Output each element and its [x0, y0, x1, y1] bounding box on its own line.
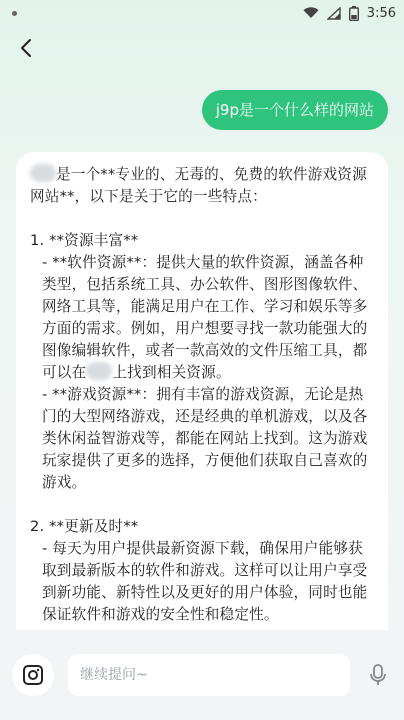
status-time: 3:56 [366, 5, 396, 21]
wifi-icon [303, 7, 319, 19]
microphone-button[interactable] [364, 654, 392, 696]
section2-body: - 每天为用户提供最新资源下载，确保用户能够获取到最新版本的软件和游戏。这样可以让用户享受到新功能、新特性以及更好的用户体验，同时也能保证软件和游戏的安全性和稳定性。 [42, 540, 368, 623]
input-bar [0, 630, 404, 720]
section1-title: 1. **资源丰富** [30, 232, 139, 249]
section1-software-text-b: 上找到相关资源。 [112, 364, 231, 381]
notification-dot-icon [12, 11, 17, 16]
question-input-wrap [68, 654, 350, 696]
battery-icon [349, 6, 359, 21]
redacted-site-name-2 [86, 362, 112, 380]
signal-icon [327, 7, 341, 20]
question-input[interactable] [80, 667, 338, 683]
ai-intro-text: 是一个**专业的、无毒的、免费的软件游戏资源网站**，以下是关于它的一些特点： [30, 166, 367, 205]
section2-title: 2. **更新及时** [30, 518, 139, 535]
camera-icon [22, 664, 44, 686]
status-bar [0, 0, 404, 26]
status-right [303, 6, 396, 21]
microphone-icon [369, 663, 387, 687]
ai-reply-text [30, 164, 376, 626]
camera-button[interactable] [12, 654, 54, 696]
redacted-site-name [30, 164, 56, 182]
section1-software-text-a: - **软件资源**：提供大量的软件资源，涵盖各种类型，包括系统工具、办公软件、图形图像软件、网络工具等，能满足用户在工作、学习和娱乐等多方面的需求。例如，用户想要寻找一款功能强大的图像编辑软件，或者一款高效的文件压缩工具，都可以在 [42, 254, 368, 381]
chevron-left-icon [19, 38, 33, 58]
status-left [12, 11, 17, 16]
user-message-bubble: j9p是一个什么样的网站 [202, 90, 388, 130]
ai-intro [30, 164, 376, 208]
section1-games: - **游戏资源**：拥有丰富的游戏资源，无论是热门的大型网络游戏，还是经典的单机游戏，以及各类休闲益智游戏等，都能在网站上找到。这为游戏玩家提供了更多的选择，方便他们获取自己喜欢的游戏。 [42, 386, 368, 491]
section1-software [30, 252, 376, 384]
back-button[interactable] [12, 34, 40, 62]
ai-reply-card [16, 152, 388, 652]
